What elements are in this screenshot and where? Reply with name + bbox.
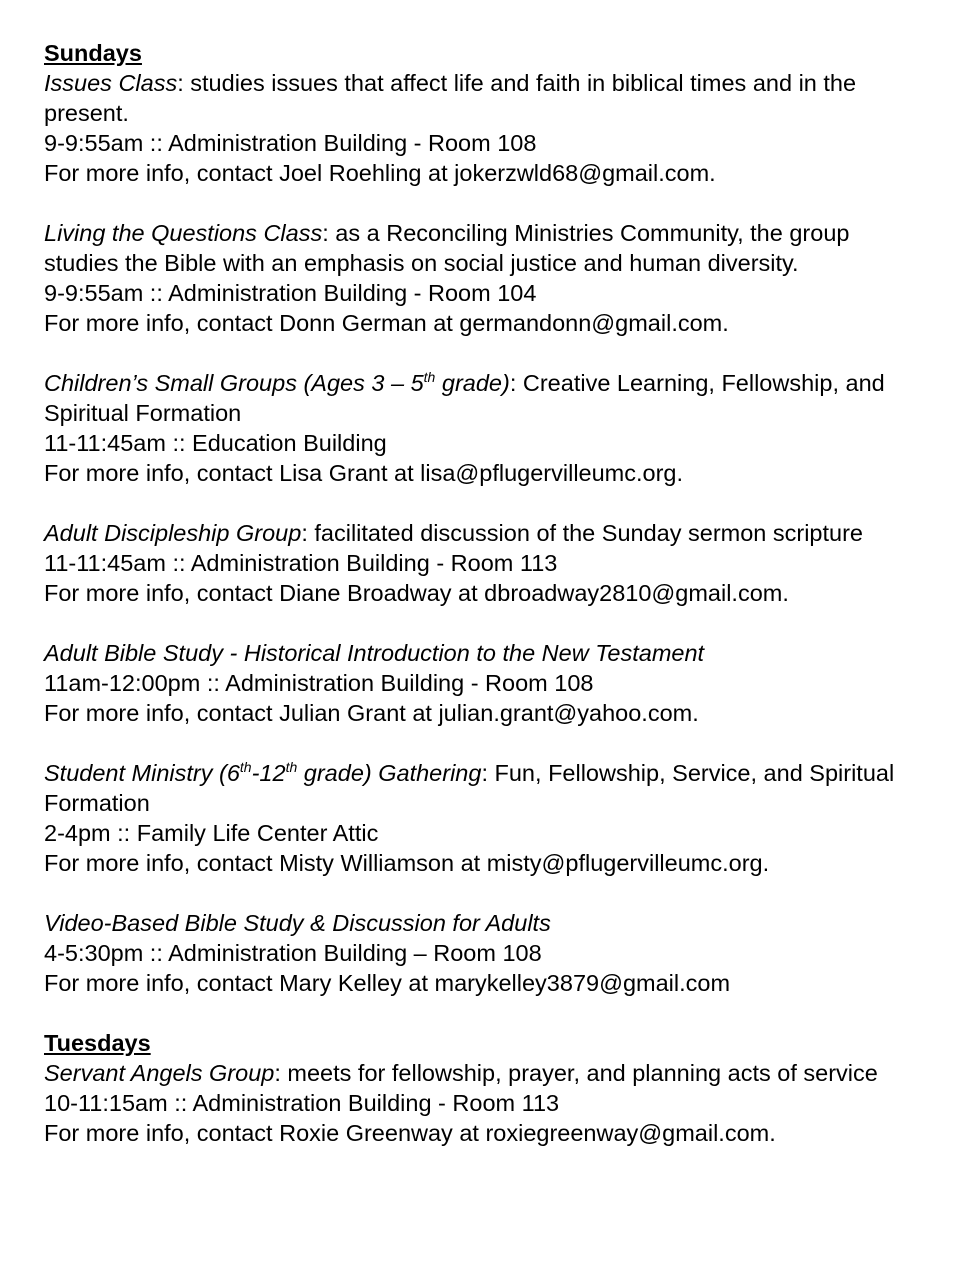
- entry-time: 10-11:15am :: Administration Building - Room 113: [44, 1090, 560, 1116]
- entry-time: 9-9:55am :: Administration Building - Room 108: [44, 130, 537, 156]
- entry-description: : facilitated discussion of the Sunday sermon scripture: [301, 520, 863, 546]
- entry-adult-bible-study: [44, 638, 916, 728]
- entry-title-line: [44, 638, 916, 668]
- entry-title-line: [44, 368, 916, 428]
- entry-time: 9-9:55am :: Administration Building - Room 104: [44, 280, 537, 306]
- entry-time: 11-11:45am :: Administration Building - Room 113: [44, 550, 558, 576]
- entry-name: Adult Bible Study - Historical Introduction to the New Testament: [44, 640, 705, 666]
- entry-time: 2-4pm :: Family Life Center Attic: [44, 820, 379, 846]
- entry-name-superscript: th: [239, 759, 252, 775]
- section-heading-tuesdays: Tuesdays: [44, 1030, 151, 1056]
- entry-name: Adult Discipleship Group: [44, 520, 302, 546]
- entry-title-line: [44, 908, 916, 938]
- entry-description: : Fun, Fellowship, Service, and Spiritual Formation: [44, 760, 895, 816]
- entry-time: 4-5:30pm :: Administration Building – Room 108: [44, 940, 542, 966]
- entry-title-line: [44, 68, 916, 128]
- entry-servant-angels: [44, 1058, 916, 1148]
- entry-name: [44, 370, 510, 396]
- entry-title-line: [44, 218, 916, 278]
- entry-contact: For more info, contact Lisa Grant at lisa@pflugervilleumc.org.: [44, 460, 684, 486]
- entry-student-ministry: [44, 758, 916, 878]
- entry-name: Video-Based Bible Study & Discussion for Adults: [44, 910, 551, 936]
- entry-title-line: [44, 758, 916, 818]
- entry-contact: For more info, contact Diane Broadway at dbroadway2810@gmail.com.: [44, 580, 789, 606]
- entry-living-the-questions: [44, 218, 916, 338]
- entry-contact: For more info, contact Mary Kelley at marykelley3879@gmail.com: [44, 970, 731, 996]
- entry-name-part: Children’s Small Groups (Ages 3 – 5: [44, 370, 424, 396]
- entry-description: : studies issues that affect life and faith in biblical times and in the present.: [44, 70, 857, 126]
- entry-contact: For more info, contact Donn German at germandonn@gmail.com.: [44, 310, 729, 336]
- section-heading-sundays: Sundays: [44, 40, 142, 66]
- entry-description: : as a Reconciling Ministries Community, the group studies the Bible with an emphasis on social justice and human diversity.: [44, 220, 850, 276]
- entry-name-part: -12: [251, 760, 286, 786]
- entry-childrens-small-groups: [44, 368, 916, 488]
- entry-contact: For more info, contact Misty Williamson at misty@pflugervilleumc.org.: [44, 850, 770, 876]
- entry-name: Living the Questions Class: [44, 220, 323, 246]
- entry-contact: For more info, contact Julian Grant at julian.grant@yahoo.com.: [44, 700, 699, 726]
- entry-time: 11-11:45am :: Education Building: [44, 430, 387, 456]
- entry-name-superscript: th: [423, 369, 436, 385]
- entry-contact: For more info, contact Roxie Greenway at roxiegreenway@gmail.com.: [44, 1120, 776, 1146]
- entry-issues-class: [44, 68, 916, 188]
- entry-name-part: grade) Gathering: [297, 760, 482, 786]
- entry-time: 11am-12:00pm :: Administration Building - Room 108: [44, 670, 594, 696]
- entry-name: Issues Class: [44, 70, 178, 96]
- entry-adult-discipleship: [44, 518, 916, 608]
- entry-name-part: grade): [435, 370, 510, 396]
- entry-title-line: [44, 1058, 916, 1088]
- entry-name: Servant Angels Group: [44, 1060, 275, 1086]
- entry-description: : Creative Learning, Fellowship, and Spiritual Formation: [44, 370, 885, 426]
- entry-name: [44, 760, 481, 786]
- entry-name-superscript: th: [285, 759, 298, 775]
- entry-name-part: Student Ministry (6: [44, 760, 240, 786]
- entry-contact: For more info, contact Joel Roehling at jokerzwld68@gmail.com.: [44, 160, 716, 186]
- entry-video-bible-study: [44, 908, 916, 998]
- entry-title-line: [44, 518, 916, 548]
- entry-description: : meets for fellowship, prayer, and planning acts of service: [274, 1060, 878, 1086]
